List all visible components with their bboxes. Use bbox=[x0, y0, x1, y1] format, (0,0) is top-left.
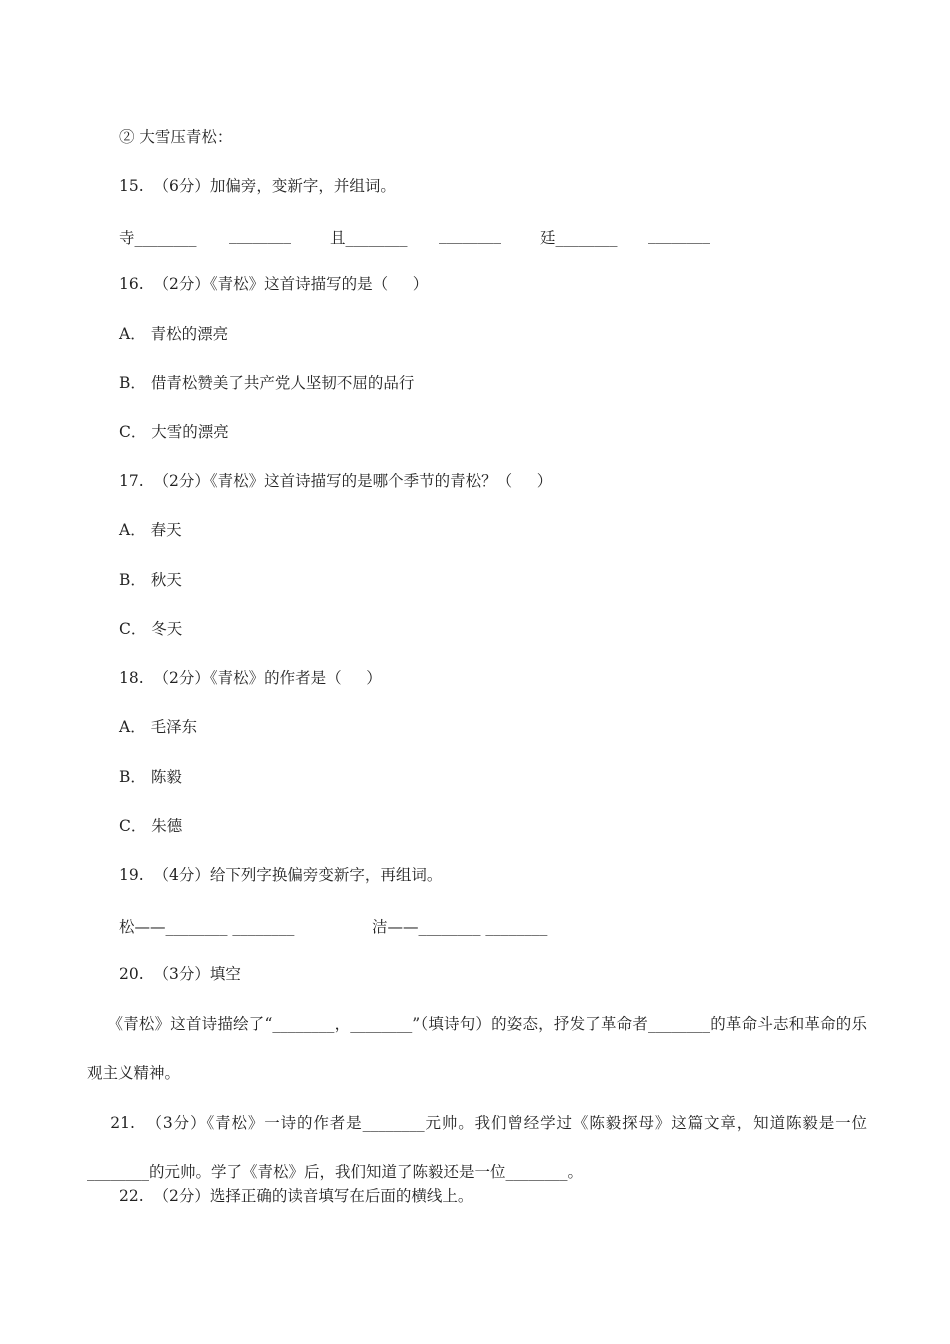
question-20-text: 《青松》这首诗描绘了“________，________”（填诗句）的姿态，抒发了革命者________的革命斗志和革命的乐观主义精神。 bbox=[87, 1015, 867, 1082]
blank-qie[interactable]: 且________ bbox=[330, 229, 408, 247]
question-17-option-c[interactable]: C． 冬天 bbox=[119, 620, 183, 638]
question-17-option-a[interactable]: A． 春天 bbox=[119, 521, 182, 539]
question-16-option-c[interactable]: C． 大雪的漂亮 bbox=[119, 423, 229, 441]
blank-song[interactable]: 松——________ ________ bbox=[119, 918, 295, 936]
question-17-title: 17. （2分）《青松》这首诗描写的是哪个季节的青松？（ ） bbox=[119, 472, 553, 490]
question-21-text: 21. （3分）《青松》一诗的作者是________元帅。我们曾经学过《陈毅探母》这篇文章，知道陈毅是一位________的元帅。学了《青松》后，我们知道了陈毅还是一位________。 bbox=[87, 1114, 867, 1181]
question-22-title: 22. （2分）选择正确的读音填写在后面的横线上。 bbox=[119, 1187, 474, 1205]
question-14-item-2: ② 大雪压青松： bbox=[119, 128, 233, 146]
blank-ting[interactable]: 廷________ bbox=[540, 229, 618, 247]
blank-ting-word[interactable]: ________ bbox=[648, 226, 710, 244]
question-18-option-a[interactable]: A． 毛泽东 bbox=[119, 718, 198, 736]
question-18-option-c[interactable]: C． 朱德 bbox=[119, 817, 183, 835]
blank-si[interactable]: 寺________ bbox=[119, 229, 197, 247]
question-18-title: 18. （2分）《青松》的作者是（ ） bbox=[119, 669, 382, 687]
blank-qie-word[interactable]: ________ bbox=[439, 226, 501, 244]
question-16-option-b[interactable]: B． 借青松赞美了共产党人坚韧不屈的品行 bbox=[119, 374, 415, 392]
question-18-option-b[interactable]: B． 陈毅 bbox=[119, 768, 182, 786]
blank-si-word[interactable]: ________ bbox=[229, 226, 291, 244]
question-20-title: 20. （3分）填空 bbox=[119, 965, 241, 983]
blank-jie[interactable]: 洁——________ ________ bbox=[372, 918, 548, 936]
question-19-title: 19. （4分）给下列字换偏旁变新字，再组词。 bbox=[119, 866, 443, 884]
question-16-option-a[interactable]: A． 青松的漂亮 bbox=[119, 325, 229, 343]
question-16-title: 16. （2分）《青松》这首诗描写的是（ ） bbox=[119, 275, 429, 293]
question-15-title: 15. （6分）加偏旁，变新字，并组词。 bbox=[119, 177, 396, 195]
question-17-option-b[interactable]: B． 秋天 bbox=[119, 571, 182, 589]
